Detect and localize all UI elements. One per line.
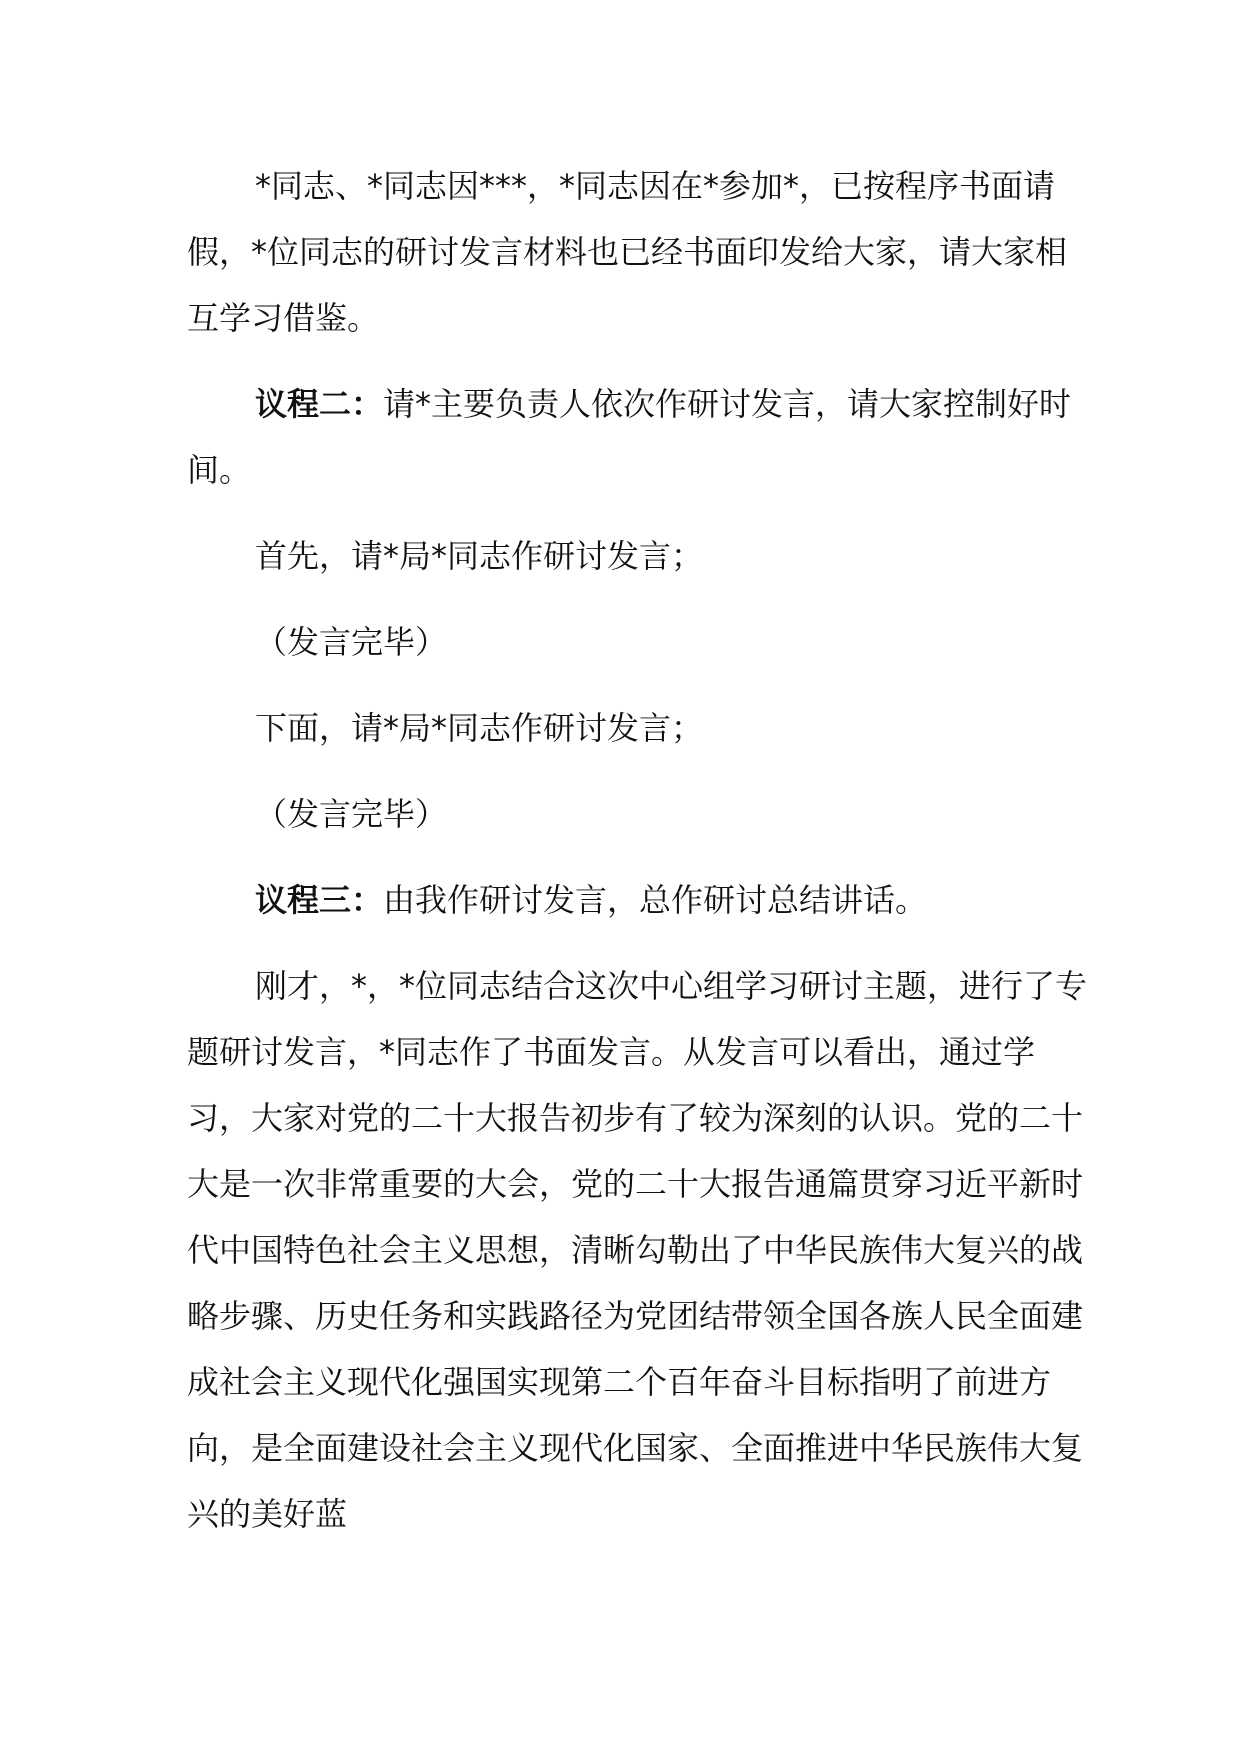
paragraph-leave-notice (187, 153, 1087, 351)
paragraph-speech-finished-2 (187, 781, 1087, 847)
paragraph-text: （发言完毕） (255, 795, 448, 833)
paragraph-text: 请*主要负责人依次作研讨发言，请大家控制好时间。 (187, 385, 1072, 489)
agenda-two-label: 议程二： (255, 385, 384, 423)
document-body (187, 153, 1087, 1547)
paragraph-agenda-two (187, 371, 1087, 503)
paragraph-text: *同志、*同志因***，*同志因在*参加*，已按程序书面请假，*位同志的研讨发言材料也已经书面印发给大家，请大家相互学习借鉴。 (187, 167, 1068, 337)
paragraph-summary (187, 953, 1087, 1547)
paragraph-text: 刚才，*，*位同志结合这次中心组学习研讨主题，进行了专题研讨发言，*同志作了书面发言。从发言可以看出，通过学习，大家对党的二十大报告初步有了较为深刻的认识。党的二十大是一次非常重要的大会，党的二十大报告通篇贯穿习近平新时代中国特色社会主义思想，清晰勾勒出了中华民族伟大复兴的战略步骤、历史任务和实践路径为党团结带领全国各族人民全面建成社会主义现代化强国实现第二个百年奋斗目标指明了前进方向，是全面建设社会主义现代化国家、全面推进中华民族伟大复兴的美好蓝 (187, 967, 1088, 1533)
paragraph-agenda-three (187, 867, 1087, 933)
paragraph-text: 下面，请*局*同志作研讨发言； (255, 709, 704, 747)
paragraph-text: （发言完毕） (255, 623, 448, 661)
paragraph-next-speaker (187, 695, 1087, 761)
paragraph-speech-finished-1 (187, 609, 1087, 675)
paragraph-first-speaker (187, 523, 1087, 589)
agenda-three-label: 议程三： (255, 881, 384, 919)
paragraph-text: 首先，请*局*同志作研讨发言； (255, 537, 704, 575)
paragraph-text: 由我作研讨发言，总作研讨总结讲话。 (383, 881, 928, 919)
